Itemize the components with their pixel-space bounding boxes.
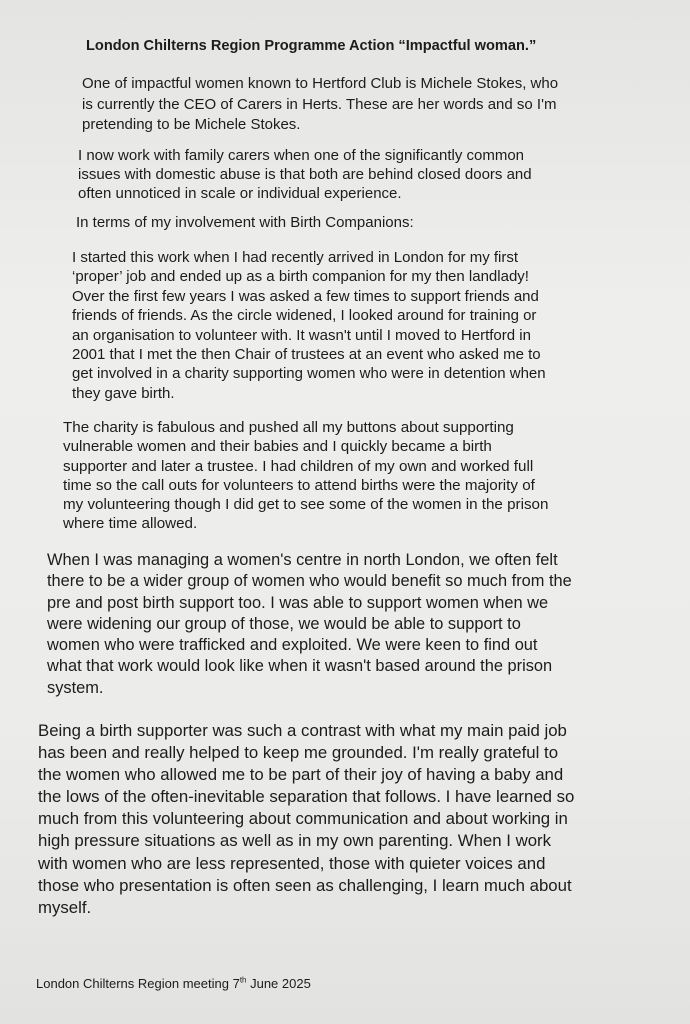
paragraph-charity: The charity is fabulous and pushed all my buttons about supporting vulnerable women and their babies and I quickly became a birth supporter and later a trustee. I had children of my own and worked full time so the call outs for volunteers to attend births were the majority of my volunteering though I did get to see some of the women in the prison where time allowed. <box>63 419 549 533</box>
footer-prefix: London Chilterns Region meeting 7 <box>36 976 240 991</box>
footer-suffix: June 2025 <box>246 976 311 991</box>
paragraph-womens-centre: When I was managing a women's centre in north London, we often felt there to be a wider group of women who would benefit so much from the pre and post birth support too. I was able to support women when we were widening our group of those, we would be able to support to women who were trafficked and exploited. We were keen to find out what that work would look like when it wasn't based around the prison system. <box>47 551 572 697</box>
footer-meeting-date <box>36 975 311 993</box>
paragraph-birth-companions-heading: In terms of my involvement with Birth Companions: <box>76 214 414 231</box>
paragraph-family-carers: I now work with family carers when one of the significantly common issues with domestic abuse is that both are behind closed doors and often unnoticed in scale or individual experience. <box>78 147 532 202</box>
paragraph-started-work: I started this work when I had recently arrived in London for my first ‘proper’ job and ended up as a birth companion for my then landlady! Over the first few years I was asked a few times to support friends and friends of friends. As the circle widened, I looked around for training or an organisation to volunteer with. It wasn't until I moved to Hertford in 2001 that I met the then Chair of trustees at an event who asked me to get involved in a charity supporting women who were in detention when they gave birth. <box>72 249 546 402</box>
document-title: London Chilterns Region Programme Action “Impactful woman.” <box>86 38 537 54</box>
footer-ordinal: th <box>239 975 247 985</box>
paragraph-birth-supporter: Being a birth supporter was such a contrast with what my main paid job has been and really helped to keep me grounded. I'm really grateful to the women who allowed me to be part of their joy of having a baby and the lows of the often-inevitable separation that follows. I have learned so much from this volunteering about communication and about working in high pressure situations as well as in my own parenting. When I work with women who are less represented, those with quieter voices and those who presentation is often seen as challenging, I learn much about myself. <box>38 721 575 917</box>
paragraph-intro: One of impactful women known to Hertford Club is Michele Stokes, who is currently the CEO of Carers in Herts. These are her words and so I'm pretending to be Michele Stokes. <box>82 75 559 133</box>
